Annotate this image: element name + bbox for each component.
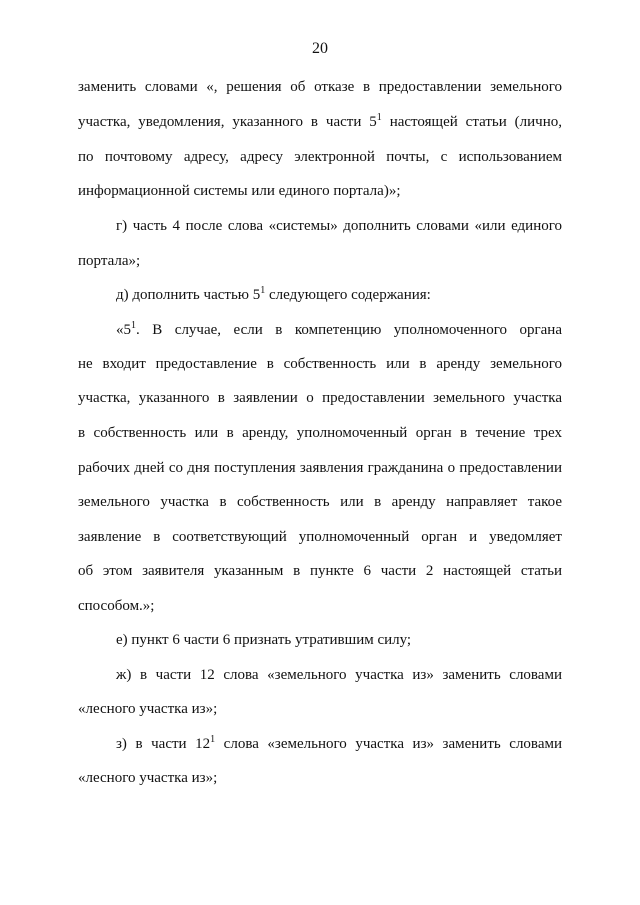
text-line: участка, указанного в заявлении о предоставлении земельного участка xyxy=(78,390,562,406)
text-line: ж) в части 12 слова «земельного участка из» заменить словами xyxy=(116,667,562,683)
text-line: информационной системы или единого портала)»; xyxy=(78,183,401,199)
text-line: портала»; xyxy=(78,253,141,269)
text-line: е) пункт 6 части 6 признать утратившим силу; xyxy=(116,632,412,648)
text-segment: «5 xyxy=(116,322,131,338)
text-segment: . В случае, если в компетенцию уполномоченного органа xyxy=(136,322,562,338)
text-line: заявление в соответствующий уполномоченный орган и уведомляет xyxy=(78,529,562,545)
text-line: «лесного участка из»; xyxy=(78,770,218,786)
text-line xyxy=(116,285,431,305)
text-segment: настоящей статьи (лично, xyxy=(381,114,563,130)
text-segment: д) дополнить частью 5 xyxy=(116,287,261,303)
superscript: 1 xyxy=(260,285,266,296)
text-segment: участка, уведомления, указанного в части 5 xyxy=(78,114,377,130)
text-line xyxy=(116,320,562,340)
text-line: об этом заявителя указанным в пункте 6 части 2 настоящей статьи xyxy=(78,563,562,579)
text-line: г) часть 4 после слова «системы» дополнить словами «или единого xyxy=(116,218,562,234)
text-line xyxy=(78,112,562,132)
text-line: «лесного участка из»; xyxy=(78,701,218,717)
text-line: по почтовому адресу, адресу электронной почты, с использованием xyxy=(78,149,562,165)
text-segment: следующего содержания: xyxy=(265,287,431,303)
page-number: 20 xyxy=(312,40,328,57)
text-line: не входит предоставление в собственность или в аренду земельного xyxy=(78,356,562,372)
text-segment: слова «земельного участка из» заменить словами xyxy=(215,736,562,752)
text-line xyxy=(116,734,562,754)
superscript: 1 xyxy=(376,112,382,123)
text-line: земельного участка в собственность или в аренду направляет такое xyxy=(78,494,562,510)
text-line: заменить словами «, решения об отказе в предоставлении земельного xyxy=(78,79,562,95)
text-line: в собственность или в аренду, уполномоченный орган в течение трех xyxy=(78,425,562,441)
superscript: 1 xyxy=(210,734,216,745)
superscript: 1 xyxy=(131,320,136,331)
text-line: способом.»; xyxy=(78,598,155,614)
text-line: рабочих дней со дня поступления заявления гражданина о предоставлении xyxy=(78,460,562,476)
text-segment: з) в части 12 xyxy=(116,736,211,752)
